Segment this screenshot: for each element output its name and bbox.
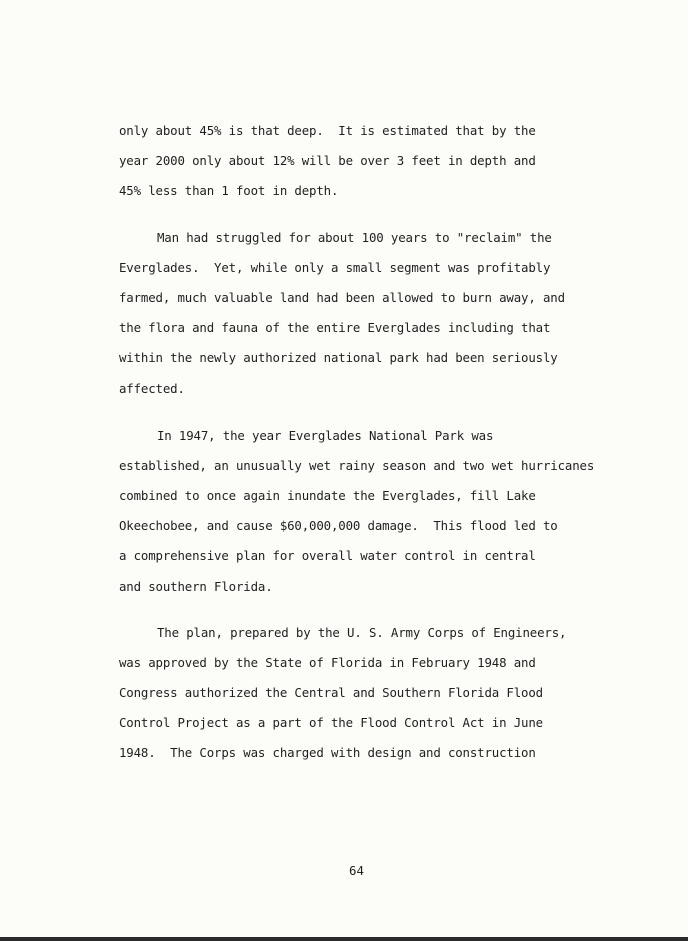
text-line: combined to once again inundate the Everglades, fill Lake [119,488,536,503]
scan-bottom-edge [0,937,688,941]
text-line: only about 45% is that deep. It is estimated that by the [119,123,536,138]
text-line: Congress authorized the Central and Southern Florida Flood [119,685,543,700]
text-line: and southern Florida. [119,579,273,594]
text-line: 1948. The Corps was charged with design and construction [119,745,536,760]
paragraph-start-line: The plan, prepared by the U. S. Army Corps of Engineers, [157,625,567,640]
text-line: 45% less than 1 foot in depth. [119,183,339,198]
text-line: Control Project as a part of the Flood Control Act in June [119,715,543,730]
paragraph-start-line: Man had struggled for about 100 years to "reclaim" the [157,230,552,245]
text-line: affected. [119,381,185,396]
text-line: Okeechobee, and cause $60,000,000 damage. This flood led to [119,518,558,533]
text-line: was approved by the State of Florida in February 1948 and [119,655,536,670]
text-line: year 2000 only about 12% will be over 3 feet in depth and [119,153,536,168]
text-line: the flora and fauna of the entire Everglades including that [119,320,551,335]
text-line: a comprehensive plan for overall water control in central [119,548,536,563]
paragraph-start-line: In 1947, the year Everglades National Park was [157,428,494,443]
text-line: Everglades. Yet, while only a small segment was profitably [119,260,551,275]
text-line: established, an unusually wet rainy season and two wet hurricanes [119,458,595,473]
text-line: within the newly authorized national park had been seriously [119,350,558,365]
text-line: farmed, much valuable land had been allowed to burn away, and [119,290,565,305]
page-number: 64 [349,863,364,878]
